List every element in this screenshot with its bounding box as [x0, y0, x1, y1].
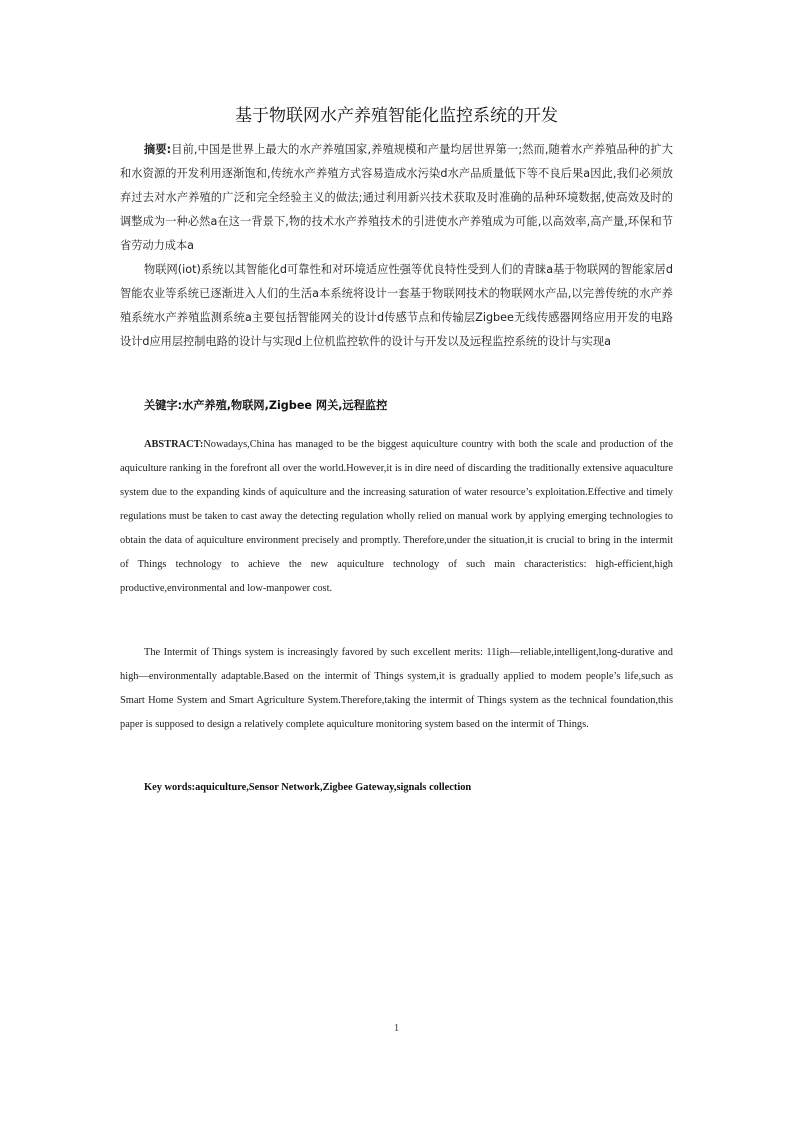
english-paragraph-2: The Intermit of Things system is increasingly favored by such excellent merits: 11igh—reliable,intelligent,long-durative and high—environmentally adaptable.Based on the intermit of Things system,it is gradually applied to modem people’s life,such as Smart Home System and Smart Agriculture System.Therefore,taking the intermit of Things system as the technical foundation,this paper is supposed to design a relatively complete aquiculture monitoring system based on the intermit of Things. [120, 647, 673, 730]
english-abstract [120, 433, 673, 601]
english-abstract-text: Nowadays,China has managed to be the biggest aquiculture country with both the scale and production of the aquiculture ranking in the forefront all over the world.However,it is in dire need of discarding the traditionally extensive aquaculture system due to the expanding kinds of aquiculture and the increasing saturation of water resource’s exploitation.Effective and timely regulations must be taken to cast away the detecting regulation wholly relied on manual work by applying emerging technologies to obtain the data of aquiculture environment precisely and promptly. Therefore,under the situation,it is crucial to bring in the intermit of Things technology to achieve the new aquiculture technology of such main characteristics: high-efficient,high productive,environmental and low-manpower cost. [120, 439, 673, 594]
english-keywords: Key words:aquiculture,Sensor Network,Zigbee Gateway,signals collection [144, 782, 472, 793]
english-abstract-label: ABSTRACT: [144, 439, 204, 450]
chinese-abstract [120, 138, 673, 258]
document-title: 基于物联网水产养殖智能化监控系统的开发 [235, 106, 558, 126]
chinese-abstract-text: 目前,中国是世界上最大的水产养殖国家,养殖规模和产量均居世界第一;然而,随着水产养殖品种的扩大和水资源的开发利用逐渐饱和,传统水产养殖方式容易造成水污染d水产品质量低下等不良后果a因此,我们必须放弃过去对水产养殖的广泛和完全经验主义的做法;通过利用新兴技术获取及时准确的品种环境数据,使高效及时的调整成为一种必然a在这一背景下,物的技术水产养殖技术的引进使水产养殖成为可能,以高效率,高产量,环保和节省劳动力成本a [120, 143, 673, 252]
chinese-abstract-label: 摘要: [144, 143, 172, 156]
chinese-keywords: 关键字:水产养殖,物联网,Zigbee 网关,远程监控 [144, 399, 388, 412]
chinese-paragraph-2: 物联网(iot)系统以其智能化d可靠性和对环境适应性强等优良特性受到人们的青睐a基于物联网的智能家居d智能农业等系统已逐渐进入人们的生活a本系统将设计一套基于物联网技术的物联网水产品,以完善传统的水产养殖系统水产养殖监测系统a主要包括智能网关的设计d传感节点和传输层Zigbee无线传感器网络应用开发的电路设计d应用层控制电路的设计与实现d上位机监控软件的设计与开发以及远程监控系统的设计与实现a [120, 263, 673, 348]
page-number: 1 [393, 1022, 400, 1034]
